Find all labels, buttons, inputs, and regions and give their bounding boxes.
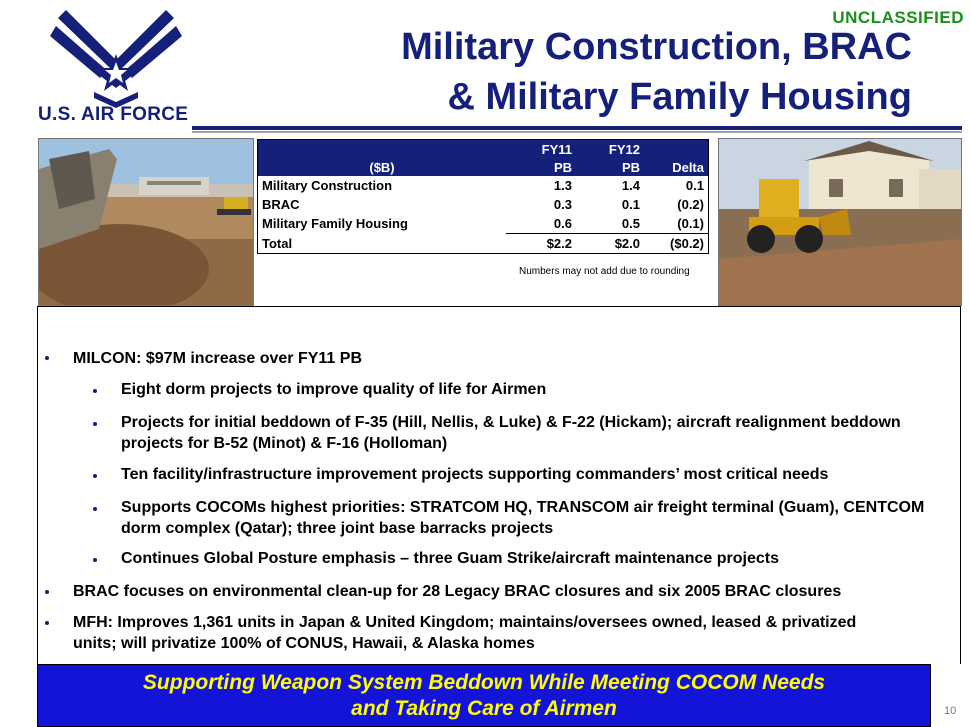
title-line-2: & Military Family Housing <box>447 76 912 118</box>
sub-bullet-dorms: Eight dorm projects to improve quality of life for Airmen <box>121 381 547 398</box>
construction-photo-left <box>38 138 254 306</box>
summary-banner-text <box>37 670 931 722</box>
cell-fy11: 0.6 <box>553 216 572 231</box>
cell-fy11: $2.2 <box>506 234 576 254</box>
budget-table <box>257 139 709 254</box>
budget-table-container <box>257 139 709 254</box>
header-fy11: PB <box>506 158 576 176</box>
header-label: ($B) <box>258 158 507 176</box>
cell-delta: 0.1 <box>685 178 704 193</box>
cell-delta: ($0.2) <box>644 234 709 254</box>
table-footnote: Numbers may not add due to rounding <box>519 266 690 277</box>
title-line-1: Military Construction, BRAC <box>401 26 912 68</box>
sub-bullet-beddown: Projects for initial beddown of F-35 (Hill, Nellis, & Luke) & F-22 (Hickam); aircraft realignment beddown projects for B-52 (Minot) & F-16 (Holloman) <box>121 414 901 452</box>
bullet-dot-icon <box>45 621 49 625</box>
header-fy12: PB <box>576 158 644 176</box>
header-fy12-top: FY12 <box>576 140 644 159</box>
header-fy11-top: FY11 <box>506 140 576 159</box>
banner-line-2: and Taking Care of Airmen <box>351 697 617 720</box>
cell-fy12: 0.5 <box>621 216 640 231</box>
bullet-dot-icon <box>45 356 49 360</box>
header-label-top <box>258 140 507 159</box>
bullet-brac: BRAC focuses on environmental clean-up for 28 Legacy BRAC closures and six 2005 BRAC closures <box>73 583 842 600</box>
construction-photo-right <box>718 138 962 306</box>
table-row <box>258 214 709 234</box>
cell-fy12: $2.0 <box>576 234 644 254</box>
classification-marking: UNCLASSIFIED <box>832 8 964 27</box>
cell-delta: (0.2) <box>677 197 704 212</box>
sub-bullet-global-posture: Continues Global Posture emphasis – three Guam Strike/aircraft maintenance projects <box>121 550 779 567</box>
row-label: Total <box>262 235 293 251</box>
cell-fy11: 1.3 <box>553 178 572 193</box>
table-row <box>258 176 709 195</box>
cell-delta: (0.1) <box>677 216 704 231</box>
header-delta: Delta <box>644 158 709 176</box>
bullet-dot-icon <box>93 389 97 393</box>
bullet-milcon: MILCON: $97M increase over FY11 PB <box>73 350 362 367</box>
bullet-dot-icon <box>45 590 49 594</box>
sub-bullet-facility: Ten facility/infrastructure improvement projects supporting commanders’ most critical needs <box>121 466 829 483</box>
table-row <box>258 195 709 214</box>
row-label: Military Construction <box>262 178 393 193</box>
title-rule-shadow <box>192 131 962 133</box>
bullet-dot-icon <box>93 507 97 511</box>
bullet-dot-icon <box>93 558 97 562</box>
bullet-dot-icon <box>93 474 97 478</box>
row-label: BRAC <box>262 197 300 212</box>
table-row-total <box>258 234 709 254</box>
cell-fy12: 0.1 <box>621 197 640 212</box>
table-header-row-bottom <box>258 158 709 176</box>
slide-title <box>401 22 912 122</box>
cell-fy12: 1.4 <box>621 178 640 193</box>
cell-fy11: 0.3 <box>553 197 572 212</box>
bullet-dot-icon <box>93 422 97 426</box>
title-rule <box>192 126 962 130</box>
logo-wordmark: U.S. AIR FORCE <box>38 104 189 125</box>
bullet-mfh: MFH: Improves 1,361 units in Japan & United Kingdom; maintains/oversees owned, leased & privatized units; will privatize 100% of CONUS, Hawaii, & Alaska homes <box>73 614 857 652</box>
page-number: 10 <box>944 705 957 717</box>
table-header-row-top <box>258 140 709 159</box>
header-delta-top <box>644 140 709 159</box>
row-label: Military Family Housing <box>262 216 408 232</box>
banner-line-1: Supporting Weapon System Beddown While Meeting COCOM Needs <box>142 671 826 694</box>
sub-bullet-cocoms: Supports COCOMs highest priorities: STRATCOM HQ, TRANSCOM air freight terminal (Guam), CENTCOM dorm complex (Qatar); three joint base barracks projects <box>121 499 925 537</box>
